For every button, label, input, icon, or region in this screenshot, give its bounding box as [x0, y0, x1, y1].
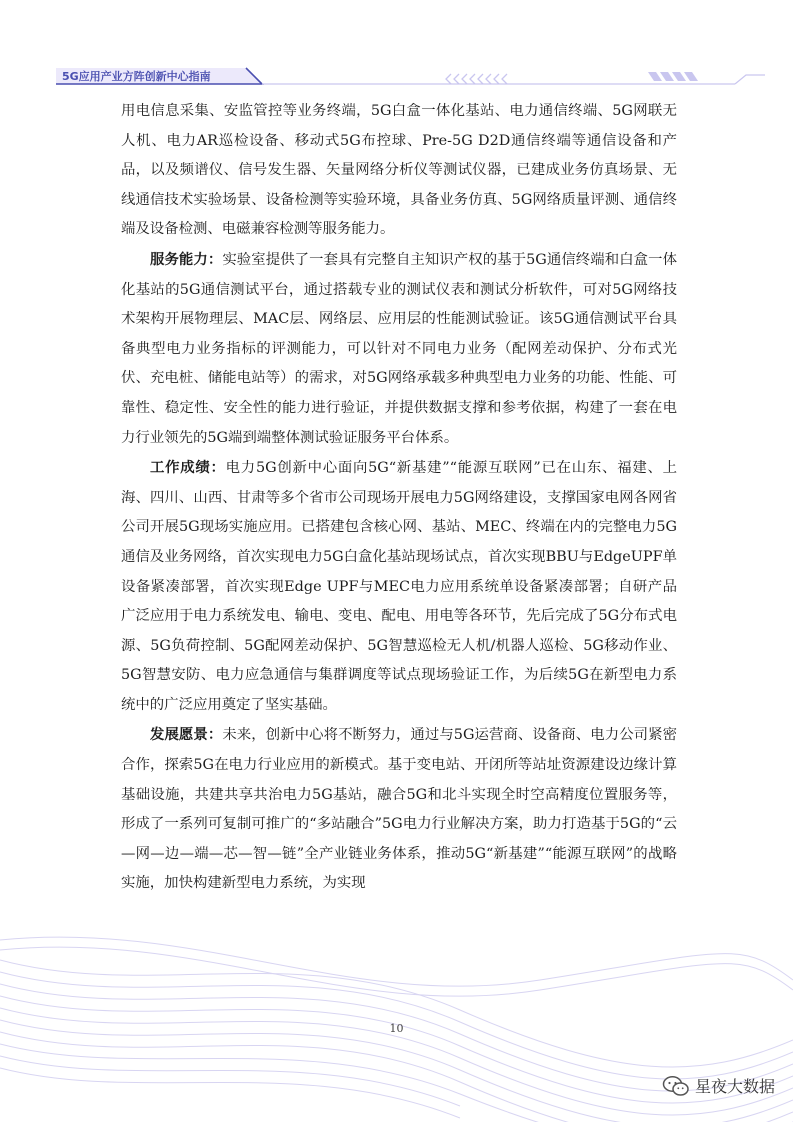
- work-achievements-text: 电力5G创新中心面向5G“新基建”“能源互联网”已在山东、福建、上海、四川、山西、甘肃等多个省市公司现场开展电力5G网络建设，支撑国家电网各网省公司开展5G现场实施应用。已搭建包含核心网、基站、MEC、终端在内的完整电力5G通信及业务网络，首次实现电力5G白盒化基站现场试点，首次实现BBU与EdgeUPF单设备紧凑部署，首次实现Edge UPF与MEC电力应用系统单设备紧凑部署；自研产品广泛应用于电力系统发电、输电、变电、配电、用电等各环节，先后完成了5G分布式电源、5G负荷控制、5G配网差动保护、5G智慧巡检无人机/机器人巡检、5G移动作业、5G智慧安防、电力应急通信与集群调度等试点现场验证工作，为后续5G在新型电力系统中的广泛应用奠定了坚实基础。: [121, 460, 677, 713]
- watermark-text: 星夜大数据: [694, 1077, 775, 1096]
- page-header: [0, 62, 793, 92]
- main-text: [121, 97, 677, 899]
- development-vision-label: 发展愿景：: [150, 726, 223, 744]
- header-title: 5G应用产业方阵创新中心指南: [62, 70, 211, 83]
- paragraph-lab-equipment: 用电信息采集、安监管控等业务终端，5G白盒一体化基站、电力通信终端、5G网联无人机、电力AR巡检设备、移动式5G布控球、Pre-5G D2D通信终端等通信设备和产品，以及频谱仪、信号发生器、矢量网络分析仪等测试仪器，已建成业务仿真场景、无线通信技术实验场景、设备检测等实验环境，具备业务仿真、5G网络质量评测、通信终端及设备检测、电磁兼容检测等服务能力。: [121, 103, 677, 238]
- paragraph-service-capability: [121, 245, 677, 453]
- watermark: [662, 1074, 775, 1097]
- paragraph-development-vision: [121, 720, 677, 899]
- development-vision-text: 未来，创新中心将不断努力，通过与5G运营商、设备商、电力公司紧密合作，探索5G在电力行业应用的新模式。基于变电站、开闭所等站址资源建设边缘计算基础设施，共建共享共治电力5G基站，融合5G和北斗实现全时空高精度位置服务等，形成了一系列可复制可推广的“多站融合”5G电力行业解决方案，助力打造基于5G的“云—网—边—端—芯—智—链”全产业链业务体系，推动5G“新基建”“能源互联网”的战略实施，加快构建新型电力系统，为实现: [121, 727, 677, 892]
- work-achievements-label: 工作成绩：: [150, 459, 226, 477]
- page-number: 10: [389, 1022, 404, 1035]
- service-capability-label: 服务能力：: [150, 250, 223, 268]
- service-capability-text: 实验室提供了一套具有完整自主知识产权的基于5G通信终端和白盒一体化基站的5G通信测试平台，通过搭载专业的测试仪表和测试分析软件，可对5G网络技术架构开展物理层、MAC层、网络层、应用层的性能测试验证。该5G通信测试平台具备典型电力业务指标的评测能力，可以针对不同电力业务（配网差动保护、分布式光伏、充电桩、储能电站等）的需求，对5G网络承载多种典型电力业务的功能、性能、可靠性、稳定性、安全性的能力进行验证，并提供数据支撑和参考依据，构建了一套在电力行业领先的5G端到端整体测试验证服务平台体系。: [121, 251, 677, 446]
- wechat-icon: [662, 1075, 690, 1097]
- paragraph-work-achievements: [121, 453, 677, 720]
